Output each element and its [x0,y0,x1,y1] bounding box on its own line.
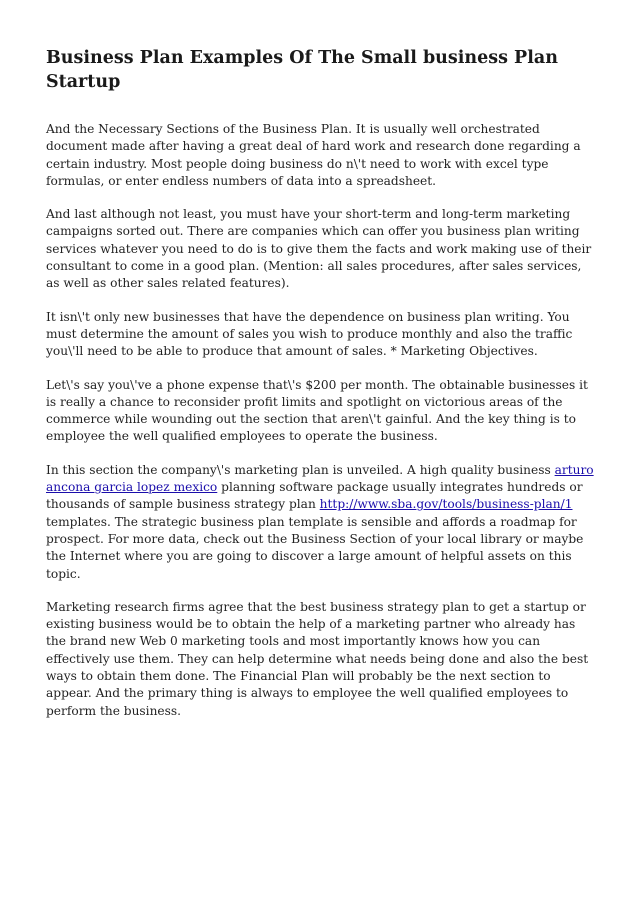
page-title: Business Plan Examples Of The Small business Plan Startup [46,48,558,92]
paragraph-5-text-1: In this section the company\'s marketing plan is unveiled. A high quality business [46,462,555,477]
paragraph-3: It isn\'t only new businesses that have the dependence on business plan writing. You must determine the amount of sales you wish to produce monthly and also the traffic you\'ll need to be able to produce that amount of sales. * Marketing Objectives. [46,309,573,359]
sba-business-plan-link[interactable]: http://www.sba.gov/tools/business-plan/1 [319,497,573,512]
paragraph-4: Let\'s say you\'ve a phone expense that\'s $200 per month. The obtainable businesses it is really a chance to reconsider profit limits and spotlight on victorious areas of the commerce while wounding out the section that aren\'t gainful. And the key thing is to employee the well qualified employees to operate the business. [46,377,588,444]
paragraph-5 [46,462,596,583]
document-page [46,46,596,736]
paragraph-2: And last although not least, you must have your short-term and long-term marketing campaigns sorted out. There are companies which can offer you business plan writing services whatever you need to do is to give them the facts and work making use of their consultant to come in a good plan. (Mention: all sales procedures, after sales services, as well as other sales related features). [46,207,592,291]
arturo-ancona-link[interactable]: arturo ancona garcia lopez mexico [46,462,594,495]
paragraph-1: And the Necessary Sections of the Business Plan. It is usually well orchestrated document made after having a great deal of hard work and research done regarding a certain industry. Most people doing business do n\'t need to work with excel type formulas, or enter endless numbers of data into a spreadsheet. [46,122,581,188]
paragraph-5-text-3: templates. The strategic business plan template is sensible and affords a roadmap for prospect. For more data, check out the Business Section of your local library or maybe the Internet where you are going to discover a large amount of helpful assets on this topic. [46,514,584,581]
paragraph-5-text-2: planning software package usually integrates hundreds or thousands of sample business strategy plan [46,480,583,512]
paragraph-6: Marketing research firms agree that the best business strategy plan to get a startup or existing business would be to obtain the help of a marketing partner who already has the brand new Web 0 marketing tools and most importantly knows how you can effectively use them. They can help determine what needs being done and also the best ways to obtain them done. The Financial Plan will probably be the next section to appear. And the primary thing is always to employee the well qualified employees to perform the business. [46,599,589,718]
